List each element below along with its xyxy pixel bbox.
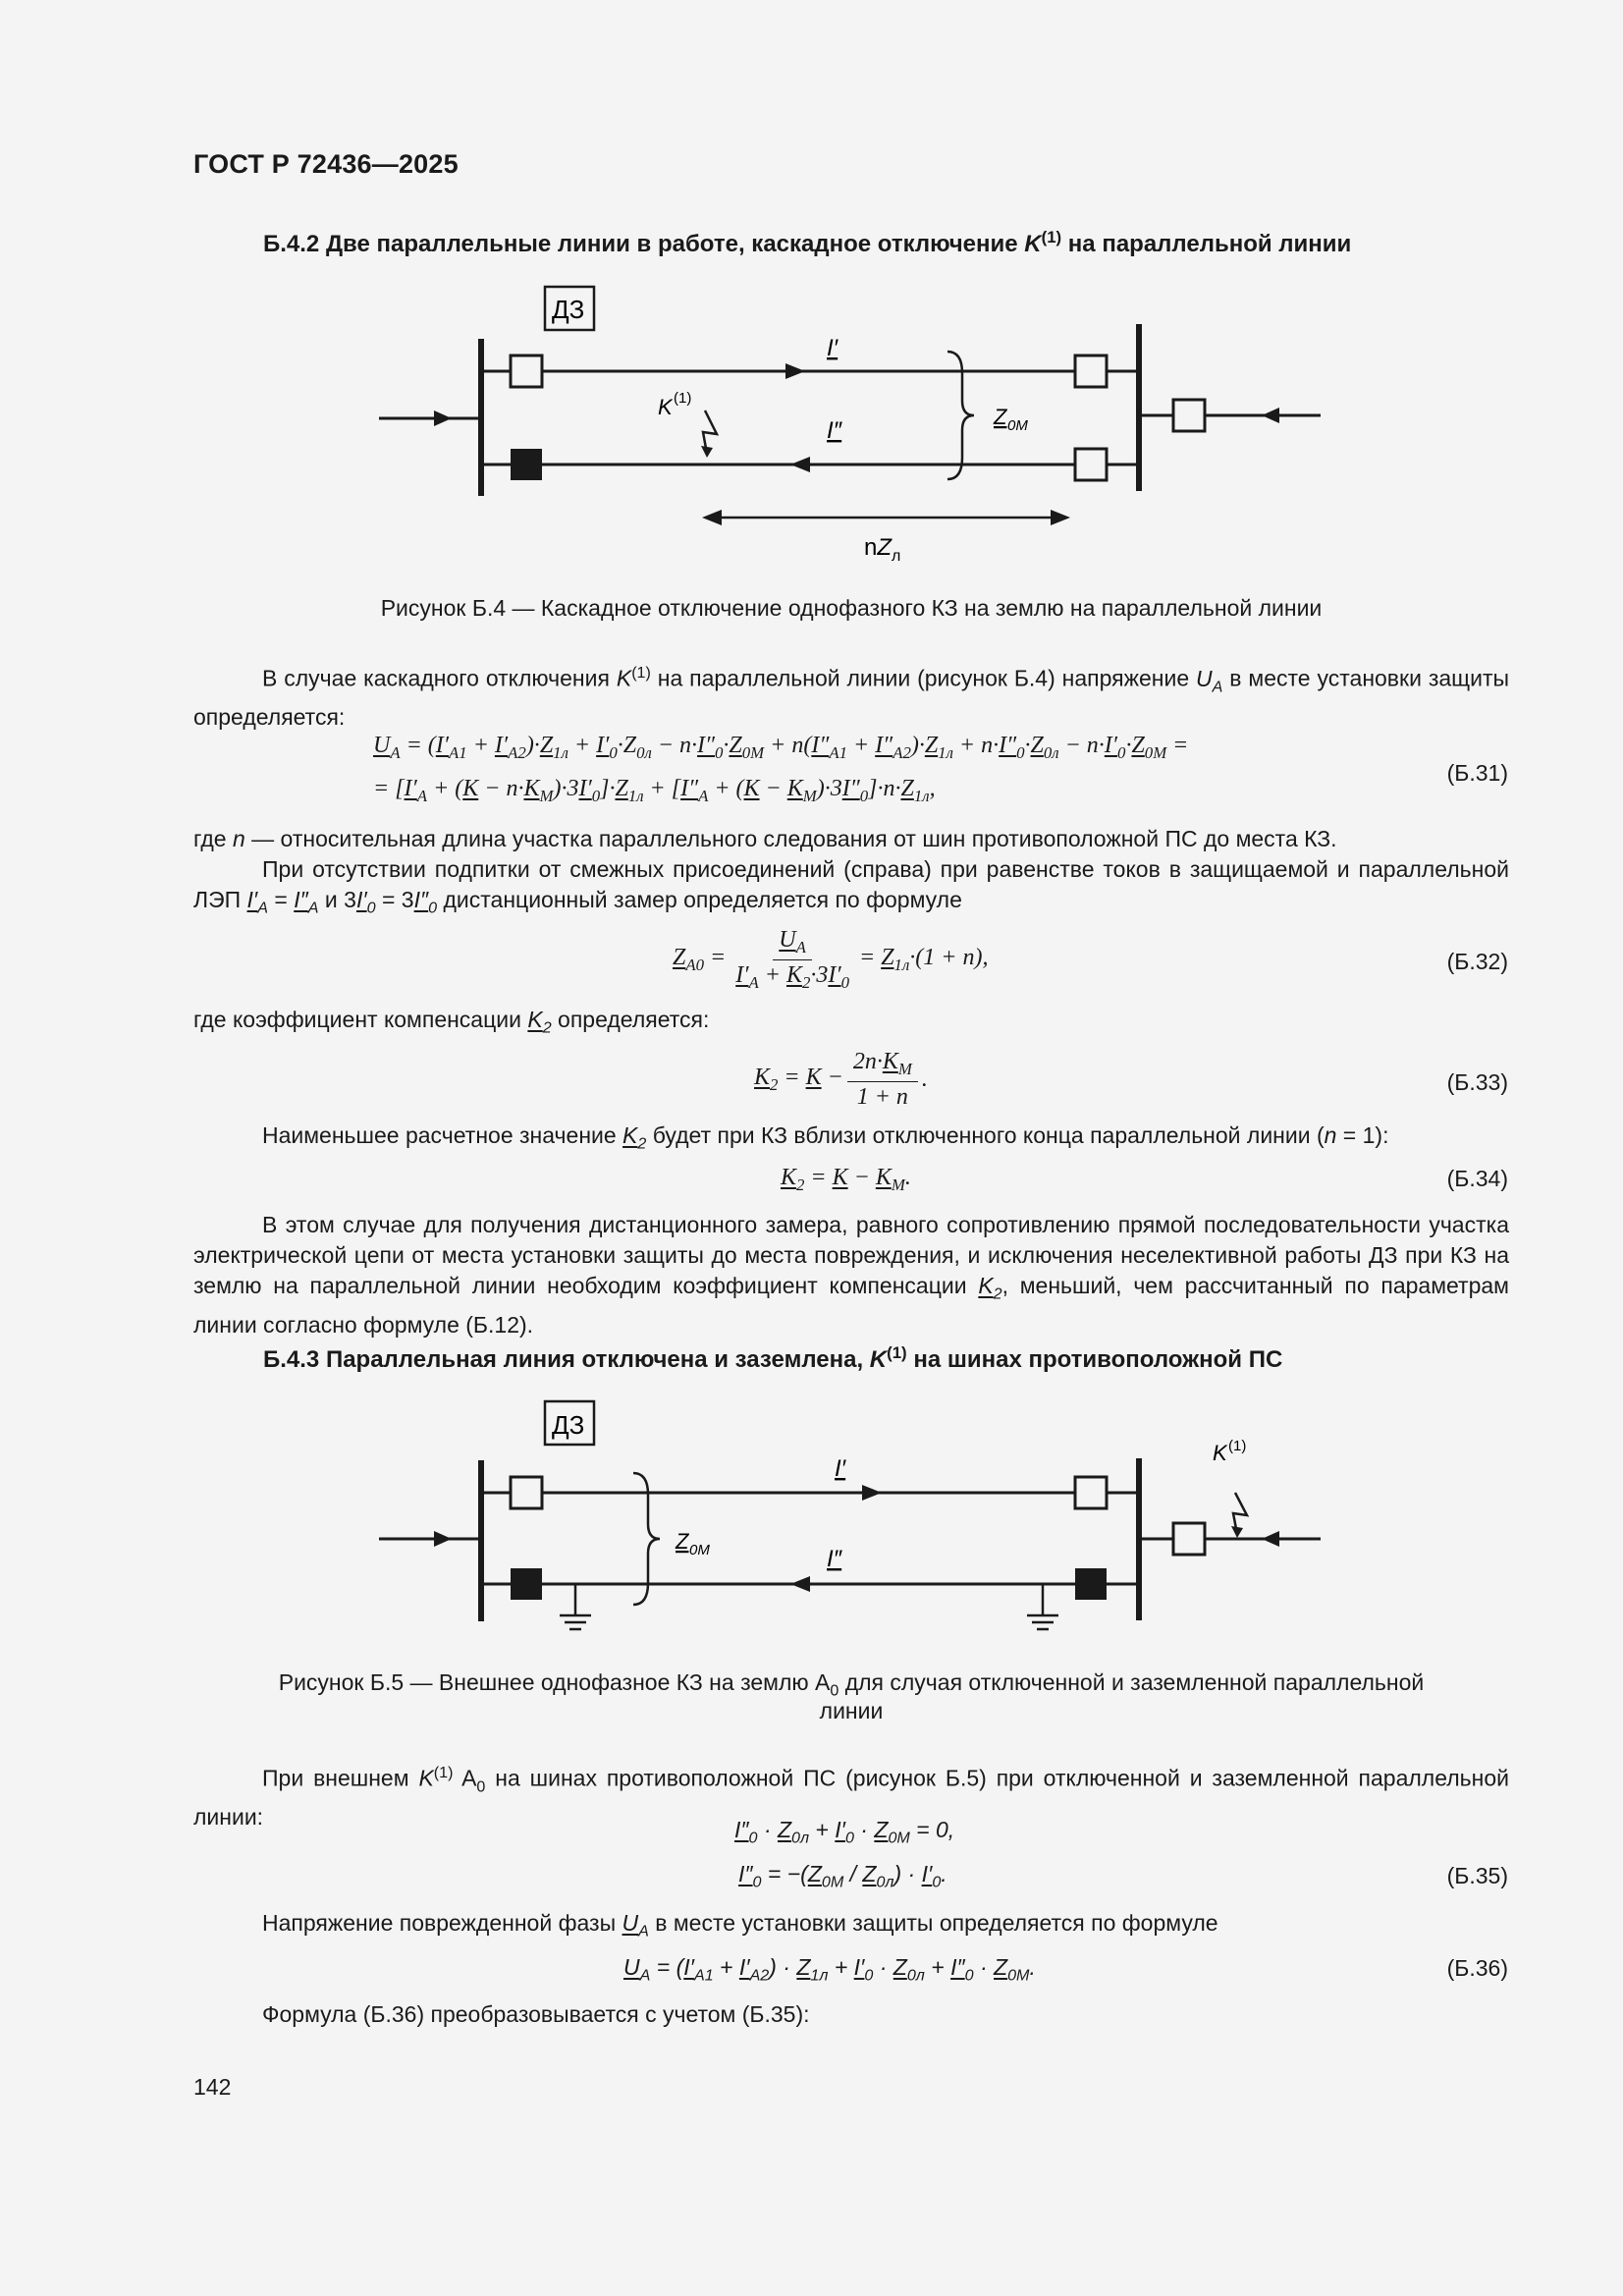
- svg-text:(1): (1): [1228, 1438, 1247, 1454]
- equation-b34: $K_2 = K - K_M$.: [781, 1165, 911, 1194]
- paragraph: где n — относительная длина участка параллельного следования от шин противоположной ПС до места КЗ.: [193, 826, 1337, 851]
- equation-number: (Б.34): [1446, 1166, 1508, 1191]
- equation-number: (Б.32): [1446, 949, 1508, 974]
- paragraph: В случае каскадного отключения $K^{(1)}$ на параллельной линии (рисунок Б.4) напряжение $U_A$ в месте установки защиты определяется:: [193, 664, 1510, 731]
- closed-breaker-icon: [511, 1568, 542, 1600]
- figure-b5-diagram: [373, 1399, 1335, 1650]
- arrow-right-icon: [434, 1531, 452, 1547]
- svg-text:Z: Z: [676, 1529, 689, 1554]
- figure-b4-caption: Рисунок Б.4 — Каскадное отключение однофазного КЗ на землю на параллельной линии: [380, 595, 1323, 621]
- paragraph: Наименьшее расчетное значение $K_2$ будет при КЗ вблизи отключенного конца параллельной линии (n = 1):: [262, 1122, 1389, 1153]
- closed-breaker-icon: [511, 449, 542, 480]
- svg-text:K: K: [1213, 1441, 1227, 1465]
- svg-text:0M: 0M: [1007, 417, 1028, 434]
- page-number: 142: [193, 2074, 232, 2100]
- arrow-left-icon: [1262, 1531, 1279, 1547]
- svg-text:I′: I′: [827, 335, 839, 361]
- equation-b31-line1: $U_A = (I'_{A1} + I'_{A2})\cdot Z_{1л} + I'_0\cdot Z_{0л} - n\cdot I''_0\cdot Z_{0M} + n(I''_{A1} + I''_{A2})\cdot Z_{1л} + n\cdot I''_0\cdot Z_{0л} - n\cdot I'_0\cdot Z_{0M}$ =: [373, 733, 1189, 762]
- arrow-right-icon: [434, 410, 452, 426]
- figure-b5-caption-line1: Рисунок Б.5 — Внешнее однофазное КЗ на землю $A_0$ для случая отключенной и заземленной параллельной: [278, 1669, 1425, 1700]
- paragraph: При внешнем $K^{(1)}$ $A_0$ на шинах противоположной ПС (рисунок Б.5) при отключенной и заземленной параллельной линии:: [193, 1764, 1509, 1831]
- arrow-left-icon: [1262, 408, 1279, 423]
- paragraph: Формула (Б.36) преобразовывается с учетом (Б.35):: [262, 2001, 810, 2027]
- section-title-b43: Б.4.3 Параллельная линия отключена и заземлена, $K^{(1)}$ на шинах противоположной ПС: [263, 1343, 1283, 1373]
- equation-number: (Б.35): [1446, 1863, 1508, 1888]
- equation-b31-line2: = $[I'_A + (K - n\cdot K_M)\cdot 3I'_0]\cdot Z_{1л} + [I''_A + (K - K_M)\cdot 3I''_0]\cdot n\cdot Z_{1л}$,: [373, 776, 936, 805]
- equation-b35-line1: $I''_0 \cdot Z_{0л} + I'_0 \cdot Z_{0M} = 0$,: [734, 1817, 955, 1847]
- paragraph: где коэффициент компенсации $K_2$ определяется:: [193, 1007, 710, 1037]
- equation-b36: $U_A = (I'_{A1} + I'_{A2}) \cdot Z_{1л} + I'_0 \cdot Z_{0л} + I''_0 \cdot Z_{0M}$.: [623, 1954, 1036, 1985]
- arrow-left-icon: [790, 1576, 810, 1592]
- equation-b32: $Z_{A0}$ = $\frac{U_A}{I'_A + K_2\cdot 3I'_0}$ = $Z_{1л}\cdot(1 + n)$,: [673, 927, 989, 992]
- figure-b5-caption-line2: линии: [819, 1698, 884, 1723]
- equation-number: (Б.36): [1446, 1955, 1508, 1981]
- equation-number: (Б.31): [1446, 760, 1508, 786]
- svg-text:K: K: [658, 395, 673, 419]
- svg-text:I″: I″: [827, 1546, 842, 1572]
- equation-b35-line2: $I''_0 = -(Z_{0M} / Z_{0л}) \cdot I'_0$.: [738, 1861, 947, 1891]
- svg-text:I″: I″: [827, 417, 842, 444]
- svg-text:nZл: $nZ_л$: [864, 534, 901, 565]
- arrow-right-icon: [862, 1485, 882, 1501]
- paragraph: Напряжение поврежденной фазы $U_A$ в месте установки защиты определяется по формуле: [262, 1910, 1218, 1941]
- svg-text:I′: I′: [835, 1455, 846, 1482]
- equation-number: (Б.33): [1446, 1069, 1508, 1095]
- paragraph: При отсутствии подпитки от смежных присоединений (справа) при равенстве токов в защищаемой и параллельной ЛЭП $I'_A = I''_A$ и $3I'_0 = 3I''_0$ дистанционный замер определяется по формуле: [193, 856, 1509, 917]
- svg-text:0M: 0M: [689, 1542, 710, 1558]
- arrow-right-icon: [785, 363, 805, 379]
- standard-header: ГОСТ Р 72436—2025: [193, 149, 459, 179]
- equation-b33: $K_2 = K$ − $\frac{2n\cdot K_M}{1 + n}$ .: [754, 1049, 928, 1110]
- section-title-b42: Б.4.2 Две параллельные линии в работе, каскадное отключение $K^{(1)}$ на параллельной линии: [263, 228, 1352, 257]
- dz-label: ДЗ: [552, 295, 585, 324]
- arrow-left-icon: [790, 457, 810, 472]
- paragraph: В этом случае для получения дистанционного замера, равного сопротивлению прямой последовательности участка электрической цепи от места установки защиты до места повреждения, и исключения неселективной работы ДЗ при КЗ на землю на параллельной линии необходим коэффициент компенсации $K_2$, меньший, чем рассчитанный по параметрам линии согласно формуле (Б.12).: [193, 1212, 1509, 1338]
- svg-text:(1): (1): [674, 390, 692, 407]
- dz-label: ДЗ: [552, 1410, 585, 1440]
- figure-b4-diagram: [373, 285, 1335, 570]
- svg-text:Z: Z: [994, 405, 1007, 429]
- closed-breaker-icon: [1075, 1568, 1107, 1600]
